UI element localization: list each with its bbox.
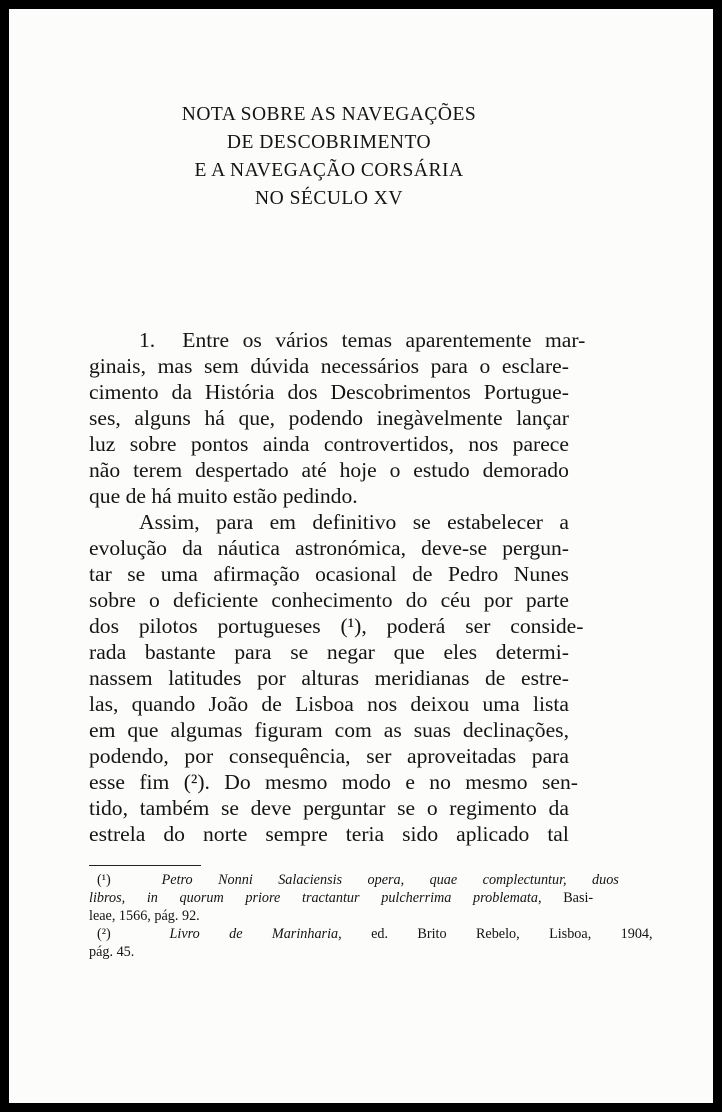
body-text [89,327,586,847]
footnote-line: leae, 1566, pág. 92. [89,908,200,924]
text-line: dos pilotos portugueses (¹), poderá ser conside- [89,614,584,638]
text-line: tar se uma afirmação ocasional de Pedro Nunes [89,562,569,586]
footnote-marker: (¹) [97,872,111,888]
text-line: esse fim (²). Do mesmo modo e no mesmo sen- [89,770,578,794]
text-line: cimento da História dos Descobrimentos Portugue- [89,380,569,404]
document-page [9,9,713,1103]
text-line: estrela do norte sempre teria sido aplicado tal [89,822,569,846]
text-line: Assim, para em definitivo se estabelecer a [139,510,569,534]
footnote-marker: (²) [97,926,111,942]
title-line: NO SÉCULO XV [255,188,403,209]
text-line: las, quando João de Lisboa nos deixou uma lista [89,692,569,716]
footnote-ref[interactable]: (²) [183,770,205,794]
text-line: em que algumas figuram com as suas declinações, [89,718,569,742]
text-line: não terem despertado até hoje o estudo demorado [89,458,569,482]
title-line: E A NAVEGAÇÃO CORSÁRIA [194,160,464,181]
text-line: 1. Entre os vários temas aparentemente mar- [139,328,586,352]
text-line: ginais, mas sem dúvida necessários para o esclare- [89,354,569,378]
text-line: ses, alguns há que, podendo inegàvelmente lançar [89,406,569,430]
text-line: podendo, por consequência, ser aproveitadas para [89,744,569,768]
text-line: nassem latitudes por alturas meridianas de estre- [89,666,569,690]
text-line: tido, também se deve perguntar se o regimento da [89,796,569,820]
text-line: luz sobre pontos ainda controvertidos, nos parece [89,432,569,456]
footnote-2: (²) Livro de Marinharia, ed. Brito Rebelo, Lisboa, 1904, [97,926,653,942]
footnote-ref[interactable]: (¹) [340,614,362,638]
footnote-divider [89,865,201,866]
text-line: que de há muito estão pedindo. [89,484,358,508]
text-line: evolução da náutica astronómica, deve-se pergun- [89,536,569,560]
footnote-line: libros, in quorum priore tractantur pulcherrima problemata, Basi- [89,890,594,906]
title-line: DE DESCOBRIMENTO [226,132,432,153]
footnote-line: pág. 45. [89,944,135,960]
title-line: NOTA SOBRE AS NAVEGAÇÕES [181,104,477,125]
footnote-1: (¹) Petro Nonni Salaciensis opera, quae complectuntur, duos [97,872,619,888]
footnotes [89,871,653,961]
paragraph-number: 1. [139,328,156,352]
text-line: sobre o deficiente conhecimento do céu por parte [89,588,569,612]
text-line: rada bastante para se negar que eles determi- [89,640,569,664]
chapter-title [9,101,649,213]
